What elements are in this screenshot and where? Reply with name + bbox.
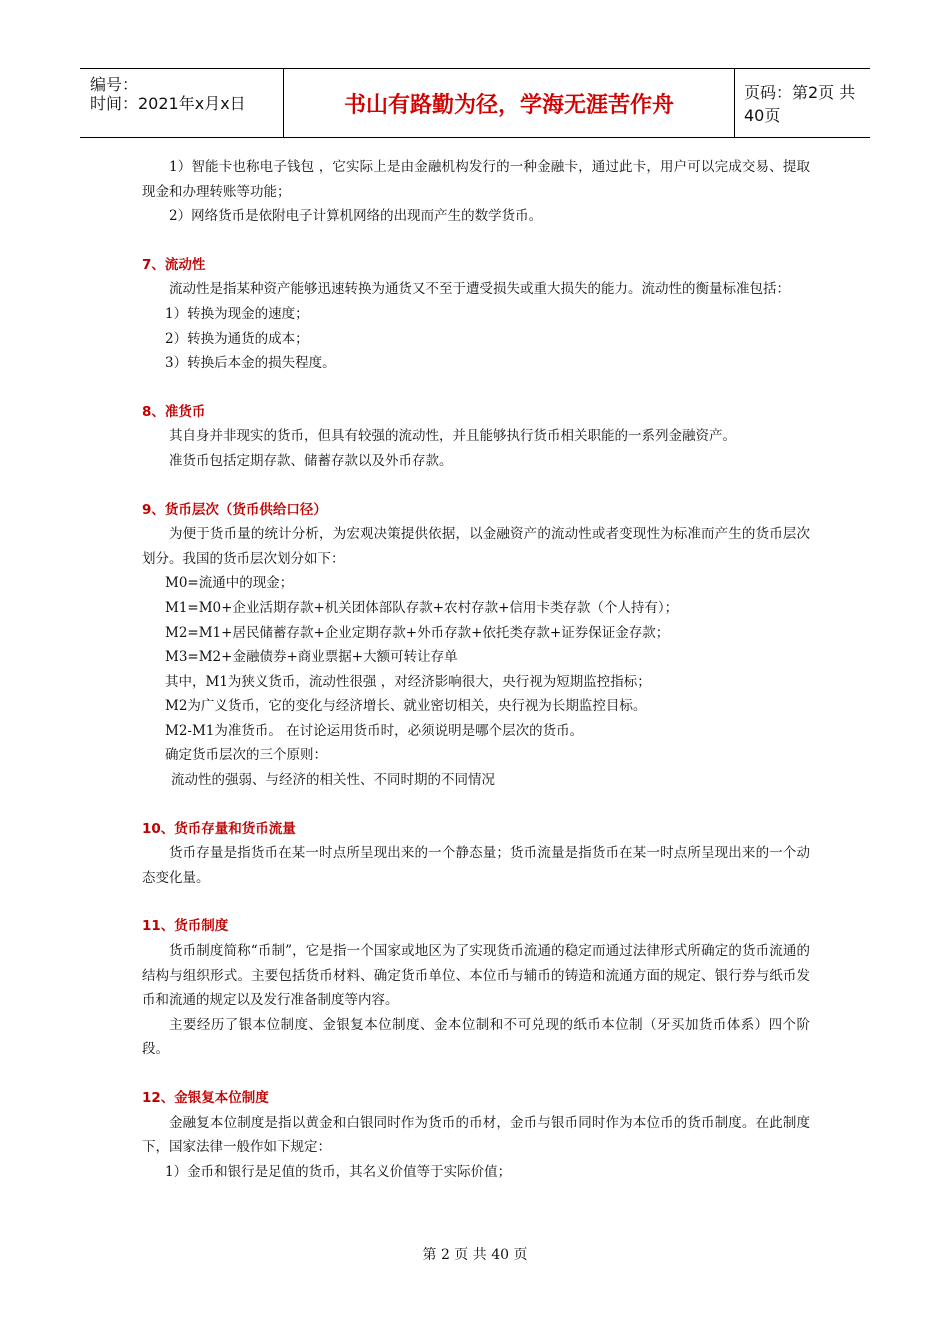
list-item: M3=M2+金融债券+商业票据+大额可转让存单 [165, 649, 458, 666]
list-item: 流动性的强弱、与经济的相关性、不同时期的不同情况 [171, 772, 495, 789]
section-heading: 7、流动性 [142, 256, 206, 273]
section-heading: 11、货币制度 [142, 918, 229, 935]
paragraph: 流动性是指某种资产能够迅速转换为通货又不至于遭受损失或重大损失的能力。流动性的衡量标准包括： [169, 281, 790, 298]
page-header [80, 68, 870, 138]
section-heading: 10、货币存量和货币流量 [142, 820, 296, 837]
list-item: 确定货币层次的三个原则： [165, 747, 327, 764]
paragraph: 主要经历了银本位制度、金银复本位制度、金本位制和不可兑现的纸币本位制（牙买加货币体系）四个阶段。 [142, 1016, 810, 1058]
header-page-label: 页码：第2页 共40页 [744, 83, 856, 125]
list-item: M0=流通中的现金； [165, 575, 294, 592]
number-label: 编号： [90, 75, 139, 94]
paragraph: 准货币包括定期存款、储蓄存款以及外币存款。 [169, 452, 453, 469]
list-item: M2-M1为准货币。 在讨论运用货币时，必须说明是哪个层次的货币。 [165, 722, 584, 739]
paragraph: 金融复本位制度是指以黄金和白银同时作为货币的币材，金币与银币同时作为本位币的货币制度。在此制度下，国家法律一般作如下规定： [142, 1114, 810, 1156]
header-meta [80, 69, 284, 137]
paragraph: 货币制度简称“币制”，它是指一个国家或地区为了实现货币流通的稳定而通过法律形式所确定的货币流通的结构与组织形式。主要包括货币材料、确定货币单位、本位币与辅币的铸造和流通方面的规定、银行券与纸币发币和流通的规定以及发行准备制度等内容。 [142, 943, 810, 1009]
paragraph: 货币存量是指货币在某一时点所呈现出来的一个静态量；货币流量是指货币在某一时点所呈现出来的一个动态变化量。 [142, 845, 810, 886]
list-item: 其中，M1为狭义货币，流动性很强 ，对经济影响很大，央行视为短期监控指标； [165, 673, 651, 690]
list-item: M1=M0+企业活期存款+机关团体部队存款+农村存款+信用卡类存款（个人持有）； [165, 599, 679, 616]
list-item: 2）转换为通货的成本； [165, 330, 309, 347]
paragraph: 1）智能卡也称电子钱包 ，它实际上是由金融机构发行的一种金融卡，通过此卡，用户可以完成交易、提取现金和办理转账等功能； [142, 159, 810, 200]
paragraph: 为便于货币量的统计分析，为宏观决策提供依据，以金融资产的流动性或者变现性为标准而产生的货币层次划分。我国的货币层次划分如下： [142, 526, 810, 567]
header-motto: 书山有路勤为径，学海无涯苦作舟 [284, 69, 735, 137]
paragraph: 2）网络货币是依附电子计算机网络的出现而产生的数学货币。 [169, 208, 543, 225]
paragraph: 其自身并非现实的货币，但具有较强的流动性，并且能够执行货币相关职能的一系列金融资产。 [169, 428, 736, 445]
section-heading: 12、金银复本位制度 [142, 1090, 269, 1106]
list-item: M2=M1+居民储蓄存款+企业定期存款+外币存款+依托类存款+证券保证金存款； [165, 624, 670, 641]
list-item: 3）转换后本金的损失程度。 [165, 355, 336, 372]
list-item: M2为广义货币，它的变化与经济增长、就业密切相关，央行视为长期监控目标。 [165, 698, 647, 715]
document-body [142, 155, 810, 1184]
list-item: 1）金币和银行是足值的货币，其名义价值等于实际价值； [165, 1163, 512, 1180]
time-label: 时间：2021年x月x日 [90, 94, 246, 113]
page-footer: 第 2 页 共 40 页 [422, 1247, 528, 1263]
list-item: 1）转换为现金的速度； [165, 305, 309, 322]
section-heading: 9、货币层次（货币供给口径） [142, 501, 327, 518]
section-heading: 8、准货币 [142, 403, 206, 420]
